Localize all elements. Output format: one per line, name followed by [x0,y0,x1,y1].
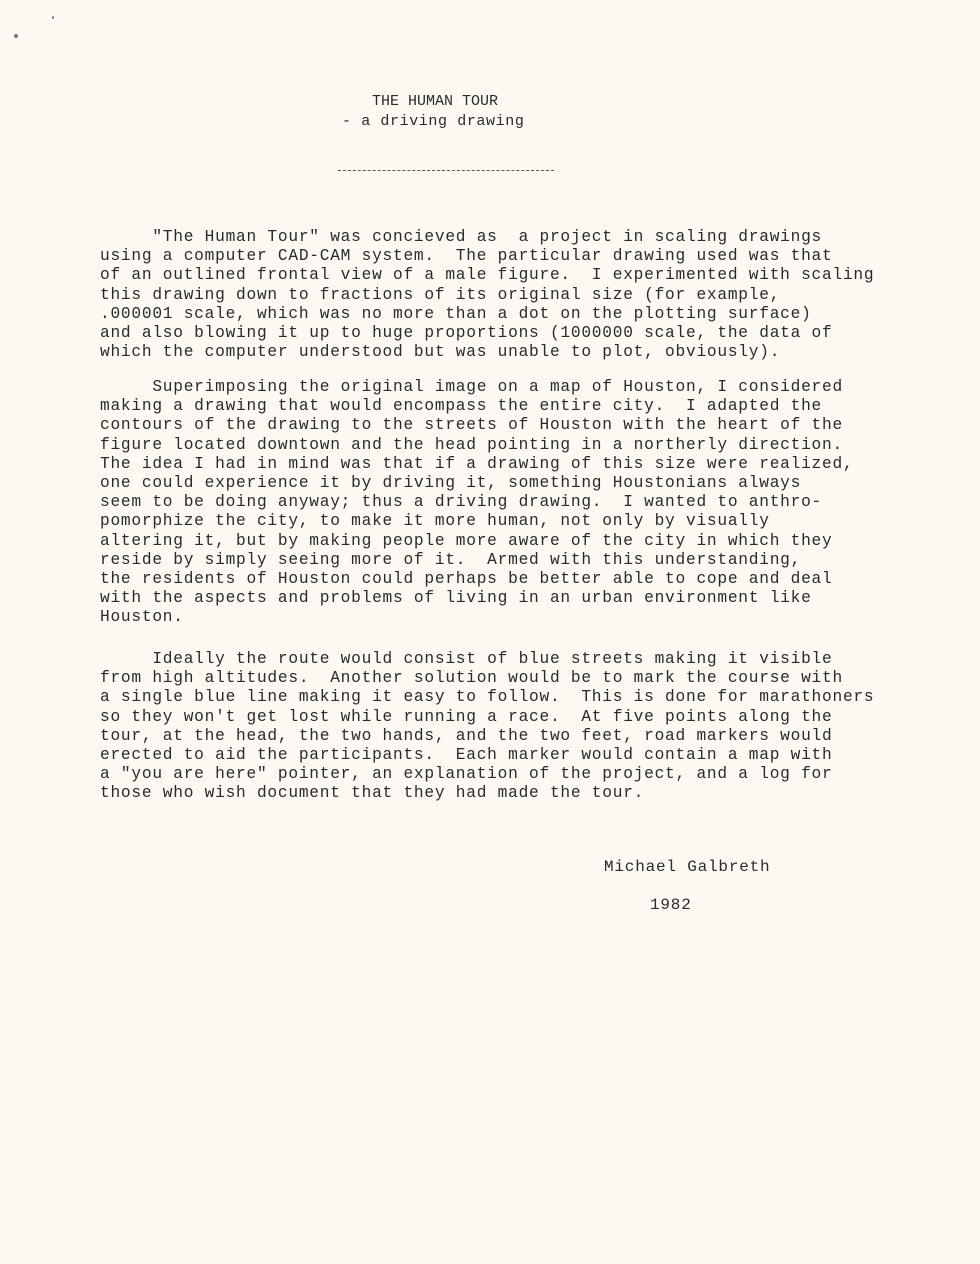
document-title: THE HUMAN TOUR [372,93,499,110]
text-line: using a computer CAD-CAM system. The particular drawing used was that [100,247,833,266]
title-block [340,92,600,132]
text-line: a "you are here" pointer, an explanation of the project, and a log for [100,765,833,784]
text-line: The idea I had in mind was that if a drawing of this size were realized, [100,454,854,473]
title-divider [338,170,554,171]
text-line: this drawing down to fractions of its original size (for example, [100,285,781,304]
text-line: Houston. [100,608,184,627]
text-line: which the computer understood but was unable to plot, obviously). [100,343,781,362]
text-line: Ideally the route would consist of blue streets making it visible [100,650,833,668]
text-line: erected to aid the participants. Each marker would contain a map with [100,745,833,764]
text-line: a single blue line making it easy to follow. This is done for marathoners [100,688,875,707]
text-line: with the aspects and problems of living in an urban environment like [100,589,812,608]
text-line: tour, at the head, the two hands, and the two feet, road markers would [100,726,833,745]
author-signature: Michael Galbreth [604,858,771,876]
text-line: making a drawing that would encompass the entire city. I adapted the [100,397,823,416]
text-line: pomorphize the city, to make it more human, not only by visually [100,512,770,531]
text-line: seem to be doing anyway; thus a driving drawing. I wanted to anthro- [100,493,823,512]
text-line: from high altitudes. Another solution would be to mark the course with [100,669,843,688]
document-subtitle: - a driving drawing [342,113,525,130]
text-line: figure located downtown and the head pointing in a northerly direction. [100,435,843,454]
ink-speck [52,16,54,19]
text-line: of an outlined frontal view of a male figure. I experimented with scaling [100,266,875,285]
text-line: those who wish document that they had made the tour. [100,784,645,803]
paragraph-1 [100,228,950,362]
ink-speck [14,34,18,38]
text-line: so they won't get lost while running a race. At five points along the [100,707,833,726]
text-line: altering it, but by making people more aware of the city in which they [100,531,833,550]
document-year: 1982 [650,896,692,914]
text-line: Superimposing the original image on a map of Houston, I considered [100,378,843,396]
text-line: one could experience it by driving it, something Houstonians always [100,473,802,492]
text-line: .000001 scale, which was no more than a dot on the plotting surface) [100,304,812,323]
text-line: the residents of Houston could perhaps be better able to cope and deal [100,569,833,588]
text-line: "The Human Tour" was concieved as a project in scaling drawings [100,228,823,246]
text-line: and also blowing it up to huge proportions (1000000 scale, the data of [100,323,833,342]
text-line: contours of the drawing to the streets of Houston with the heart of the [100,416,843,435]
text-line: reside by simply seeing more of it. Armed with this understanding, [100,550,802,569]
paragraph-3 [100,650,950,804]
paragraph-2 [100,378,950,627]
